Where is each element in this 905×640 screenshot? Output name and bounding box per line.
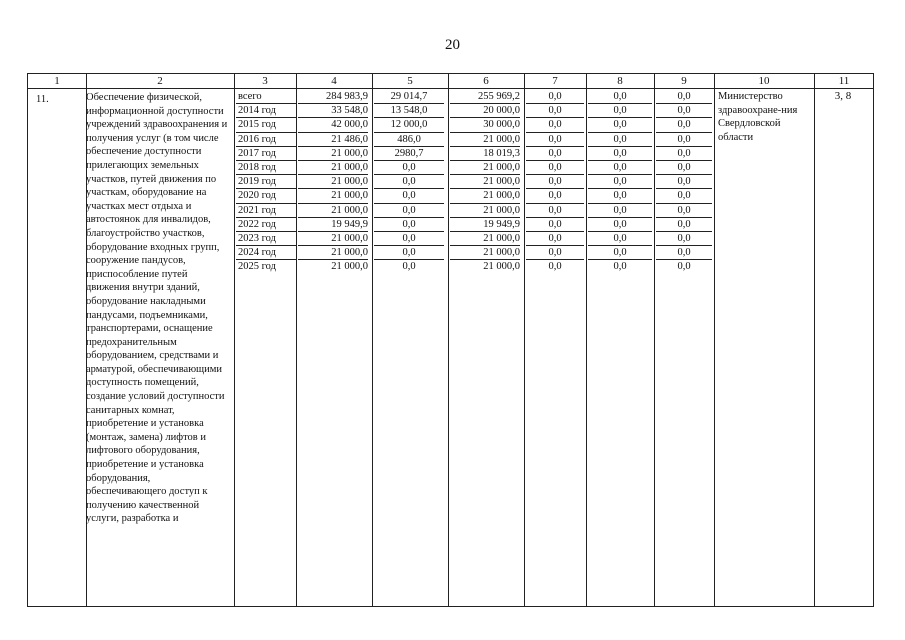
year-cell: 2023 год <box>236 232 296 246</box>
year-cell: 2019 год <box>236 175 296 189</box>
value-cell: 0,0 <box>526 189 584 203</box>
years-column <box>236 90 296 274</box>
value-cell: 21 000,0 <box>331 261 368 273</box>
value-cell: 0,0 <box>526 218 584 232</box>
value-cell: 0,0 <box>526 90 584 104</box>
value-cell: 21 486,0 <box>298 133 368 147</box>
column-divider <box>586 74 587 606</box>
value-cell: 0,0 <box>656 218 712 232</box>
year-cell: 2022 год <box>236 218 296 232</box>
responsible-executor: Министерство здравоохране-ния Свердловской области <box>718 91 798 143</box>
value-cell: 0,0 <box>656 118 712 132</box>
value-cell: 19 949,9 <box>450 218 520 232</box>
value-cell: 0,0 <box>374 175 444 189</box>
column-header-7: 7 <box>552 75 558 87</box>
column-divider <box>654 74 655 606</box>
value-cell: 21 000,0 <box>298 204 368 218</box>
value-cell: 0,0 <box>374 204 444 218</box>
year-cell: 2021 год <box>236 204 296 218</box>
year-cell: 2014 год <box>236 104 296 118</box>
value-cell: 0,0 <box>588 133 652 147</box>
value-cell: 0,0 <box>526 133 584 147</box>
target-reference: 3, 8 <box>834 90 852 102</box>
value-cell: 486,0 <box>374 133 444 147</box>
value-cell: 33 548,0 <box>298 104 368 118</box>
value-cell: 21 000,0 <box>298 161 368 175</box>
value-cell: 0,0 <box>526 175 584 189</box>
column-header-11: 11 <box>838 75 850 87</box>
value-cell: 0,0 <box>588 232 652 246</box>
value-cell: 0,0 <box>374 161 444 175</box>
column-header-10: 10 <box>758 75 770 87</box>
value-cell: 0,0 <box>656 246 712 260</box>
row-number: 11. <box>36 94 49 105</box>
column-divider <box>372 74 373 606</box>
value-cell: 0,0 <box>656 90 712 104</box>
value-cell: 0,0 <box>656 147 712 161</box>
value-cell: 21 000,0 <box>483 261 520 273</box>
value-cell: 21 000,0 <box>450 189 520 203</box>
activity-description: Обеспечение физической, информационной доступности учреждений здравоохранения и получения услуг (в том числе обеспечение доступности прилегающих земельных участков, путей движения по участкам, оборудование на участках мест отдыха и автостоянок для инвалидов, благоустройство участков, оборудование входных групп, сооружение пандусов, приспособление путей движения внутри зданий, оборудование накладными пандусами, подъемниками, транспортерами, оснащение предохранительным оборудованием, средствами и арматурой, обеспечивающими доступность помещений, создание условий доступности санитарных комнат, приобретение и установка (монтаж, замена) лифтов и лифтового оборудования, приобретение и установка оборудования, обеспечивающего доступ к получению качественной услуги, разработка и <box>86 92 228 525</box>
column-6 <box>450 90 520 274</box>
total-column <box>298 90 368 274</box>
column-divider <box>296 74 297 606</box>
value-cell: 29 014,7 <box>374 90 444 104</box>
value-cell: 0,0 <box>677 261 691 273</box>
value-cell: 0,0 <box>656 161 712 175</box>
value-cell: 18 019,3 <box>450 147 520 161</box>
value-cell: 0,0 <box>656 189 712 203</box>
value-cell: 21 000,0 <box>298 175 368 189</box>
value-cell: 0,0 <box>588 161 652 175</box>
value-cell: 0,0 <box>402 261 416 273</box>
value-cell: 0,0 <box>588 246 652 260</box>
column-9 <box>656 90 712 274</box>
value-cell: 0,0 <box>613 261 627 273</box>
column-header-9: 9 <box>681 75 687 87</box>
value-cell: 0,0 <box>656 204 712 218</box>
value-cell: 0,0 <box>588 118 652 132</box>
year-cell: 2016 год <box>236 133 296 147</box>
value-cell: 0,0 <box>588 175 652 189</box>
column-divider <box>814 74 815 606</box>
column-header-3: 3 <box>262 75 268 87</box>
value-cell: 21 000,0 <box>298 189 368 203</box>
column-header-6: 6 <box>483 75 489 87</box>
page-number: 20 <box>445 37 460 53</box>
column-divider <box>714 74 715 606</box>
value-cell: 0,0 <box>656 232 712 246</box>
value-cell: 0,0 <box>526 104 584 118</box>
year-cell: 2020 год <box>236 189 296 203</box>
value-cell: 21 000,0 <box>450 204 520 218</box>
year-cell: 2015 год <box>236 118 296 132</box>
value-cell: 0,0 <box>588 104 652 118</box>
value-cell: 0,0 <box>526 246 584 260</box>
value-cell: 19 949,9 <box>298 218 368 232</box>
column-5 <box>374 90 444 274</box>
value-cell: 255 969,2 <box>450 90 520 104</box>
column-divider <box>524 74 525 606</box>
value-cell: 0,0 <box>588 204 652 218</box>
column-header-row <box>28 74 873 89</box>
year-cell: 2017 год <box>236 147 296 161</box>
value-cell: 0,0 <box>588 218 652 232</box>
column-header-4: 4 <box>331 75 337 87</box>
value-cell: 0,0 <box>374 189 444 203</box>
value-cell: 42 000,0 <box>298 118 368 132</box>
value-cell: 0,0 <box>526 161 584 175</box>
value-cell: 21 000,0 <box>298 246 368 260</box>
value-cell: 0,0 <box>588 147 652 161</box>
column-header-5: 5 <box>407 75 413 87</box>
value-cell: 0,0 <box>526 204 584 218</box>
year-cell: всего <box>236 90 296 104</box>
column-header-8: 8 <box>617 75 623 87</box>
column-divider <box>448 74 449 606</box>
value-cell: 0,0 <box>374 218 444 232</box>
value-cell: 12 000,0 <box>374 118 444 132</box>
value-cell: 21 000,0 <box>450 133 520 147</box>
year-cell: 2025 год <box>238 261 276 273</box>
value-cell: 30 000,0 <box>450 118 520 132</box>
column-header-1: 1 <box>54 75 60 87</box>
value-cell: 0,0 <box>548 261 562 273</box>
value-cell: 0,0 <box>526 232 584 246</box>
year-cell: 2018 год <box>236 161 296 175</box>
column-8 <box>588 90 652 274</box>
column-divider <box>234 74 235 606</box>
value-cell: 2980,7 <box>374 147 444 161</box>
value-cell: 0,0 <box>526 118 584 132</box>
column-7 <box>526 90 584 274</box>
budget-table <box>27 73 874 607</box>
value-cell: 0,0 <box>374 232 444 246</box>
value-cell: 21 000,0 <box>450 161 520 175</box>
column-header-2: 2 <box>157 75 163 87</box>
value-cell: 21 000,0 <box>298 147 368 161</box>
value-cell: 0,0 <box>656 175 712 189</box>
value-cell: 0,0 <box>588 189 652 203</box>
value-cell: 21 000,0 <box>298 232 368 246</box>
value-cell: 13 548,0 <box>374 104 444 118</box>
value-cell: 21 000,0 <box>450 175 520 189</box>
value-cell: 0,0 <box>656 133 712 147</box>
value-cell: 0,0 <box>526 147 584 161</box>
year-cell: 2024 год <box>236 246 296 260</box>
value-cell: 21 000,0 <box>450 246 520 260</box>
value-cell: 0,0 <box>656 104 712 118</box>
value-cell: 0,0 <box>374 246 444 260</box>
value-cell: 20 000,0 <box>450 104 520 118</box>
value-cell: 284 983,9 <box>298 90 368 104</box>
value-cell: 0,0 <box>588 90 652 104</box>
value-cell: 21 000,0 <box>450 232 520 246</box>
